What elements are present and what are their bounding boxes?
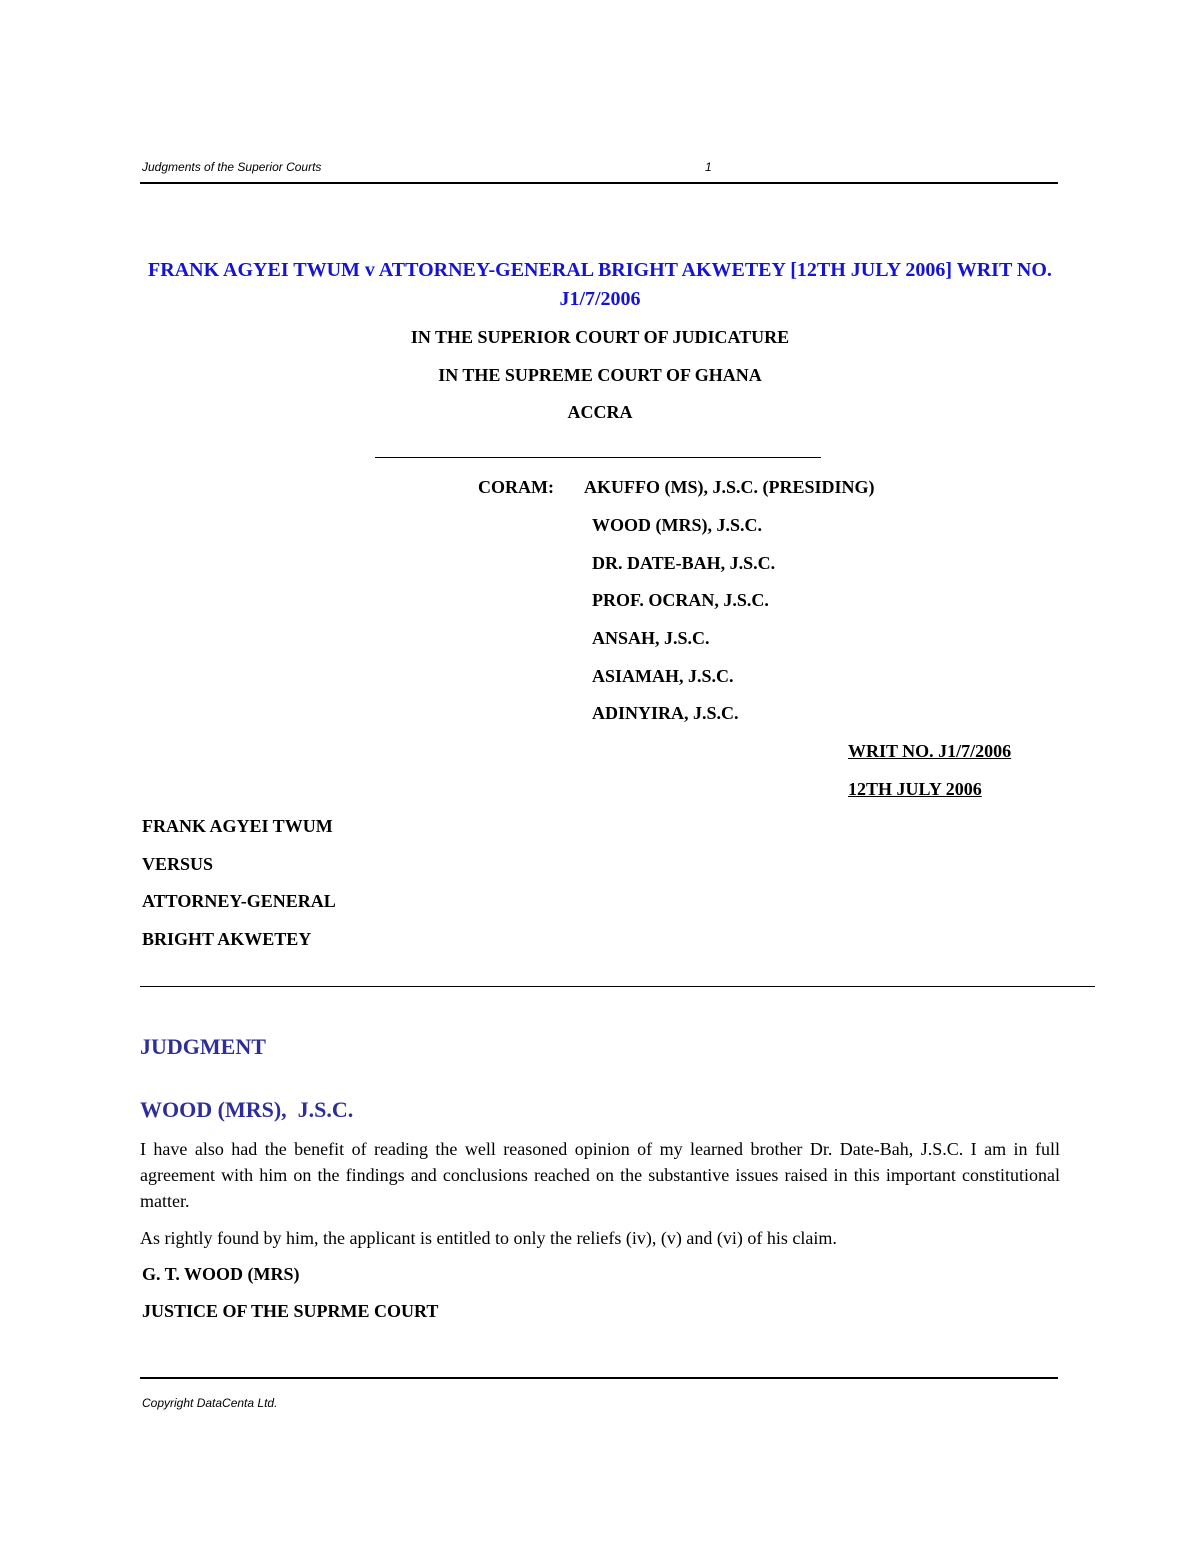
- judge-heading: WOOD (MRS), J.S.C.: [140, 1097, 354, 1122]
- coram-judge-presiding: AKUFFO (MS), J.S.C. (PRESIDING): [584, 477, 875, 497]
- copyright: Copyright DataCenta Ltd.: [142, 1396, 278, 1410]
- running-header-title: Judgments of the Superior Courts: [142, 160, 322, 174]
- court-line-city: ACCRA: [567, 402, 633, 422]
- court-divider: [375, 457, 821, 458]
- judgment-paragraph: As rightly found by him, the applicant is entitled to only the reliefs (iv), (v) and (vi) of his claim.: [140, 1228, 837, 1248]
- judgment-heading: JUDGMENT: [140, 1034, 266, 1059]
- coram-judge: ASIAMAH, J.S.C.: [592, 666, 734, 686]
- coram-judge: PROF. OCRAN, J.S.C.: [592, 590, 769, 610]
- page-number: 1: [705, 160, 712, 174]
- party-respondent: BRIGHT AKWETEY: [142, 929, 312, 949]
- signature-title: JUSTICE OF THE SUPRME COURT: [142, 1301, 439, 1321]
- parties-divider: [140, 986, 1095, 987]
- coram-label: CORAM:: [478, 477, 554, 497]
- court-line-supreme: IN THE SUPREME COURT OF GHANA: [438, 365, 762, 385]
- party-respondent: ATTORNEY-GENERAL: [142, 891, 336, 911]
- court-line-superior: IN THE SUPERIOR COURT OF JUDICATURE: [410, 327, 790, 347]
- judgment-date: 12TH JULY 2006: [848, 779, 982, 799]
- coram-judge: ADINYIRA, J.S.C.: [592, 703, 739, 723]
- coram-judge: ANSAH, J.S.C.: [592, 628, 710, 648]
- coram-judge: WOOD (MRS), J.S.C.: [592, 515, 762, 535]
- writ-number: WRIT NO. J1/7/2006: [848, 741, 1012, 761]
- signature-name: G. T. WOOD (MRS): [142, 1264, 300, 1284]
- judgment-paragraph: I have also had the benefit of reading the well reasoned opinion of my learned brother Dr. Date-Bah, J.S.C. I am in full agreement with him on the findings and conclusions reached on the substantive issues raised in this important constitutional matter.: [140, 1139, 1060, 1211]
- case-title: FRANK AGYEI TWUM v ATTORNEY-GENERAL BRIGHT AKWETEY [12TH JULY 2006] WRIT NO. J1/7/2006: [148, 259, 1052, 310]
- party-applicant: FRANK AGYEI TWUM: [142, 816, 333, 836]
- coram-judge: DR. DATE-BAH, J.S.C.: [592, 553, 776, 573]
- footer-rule: [140, 1377, 1058, 1379]
- versus-label: VERSUS: [142, 854, 214, 874]
- header-rule: [140, 182, 1058, 184]
